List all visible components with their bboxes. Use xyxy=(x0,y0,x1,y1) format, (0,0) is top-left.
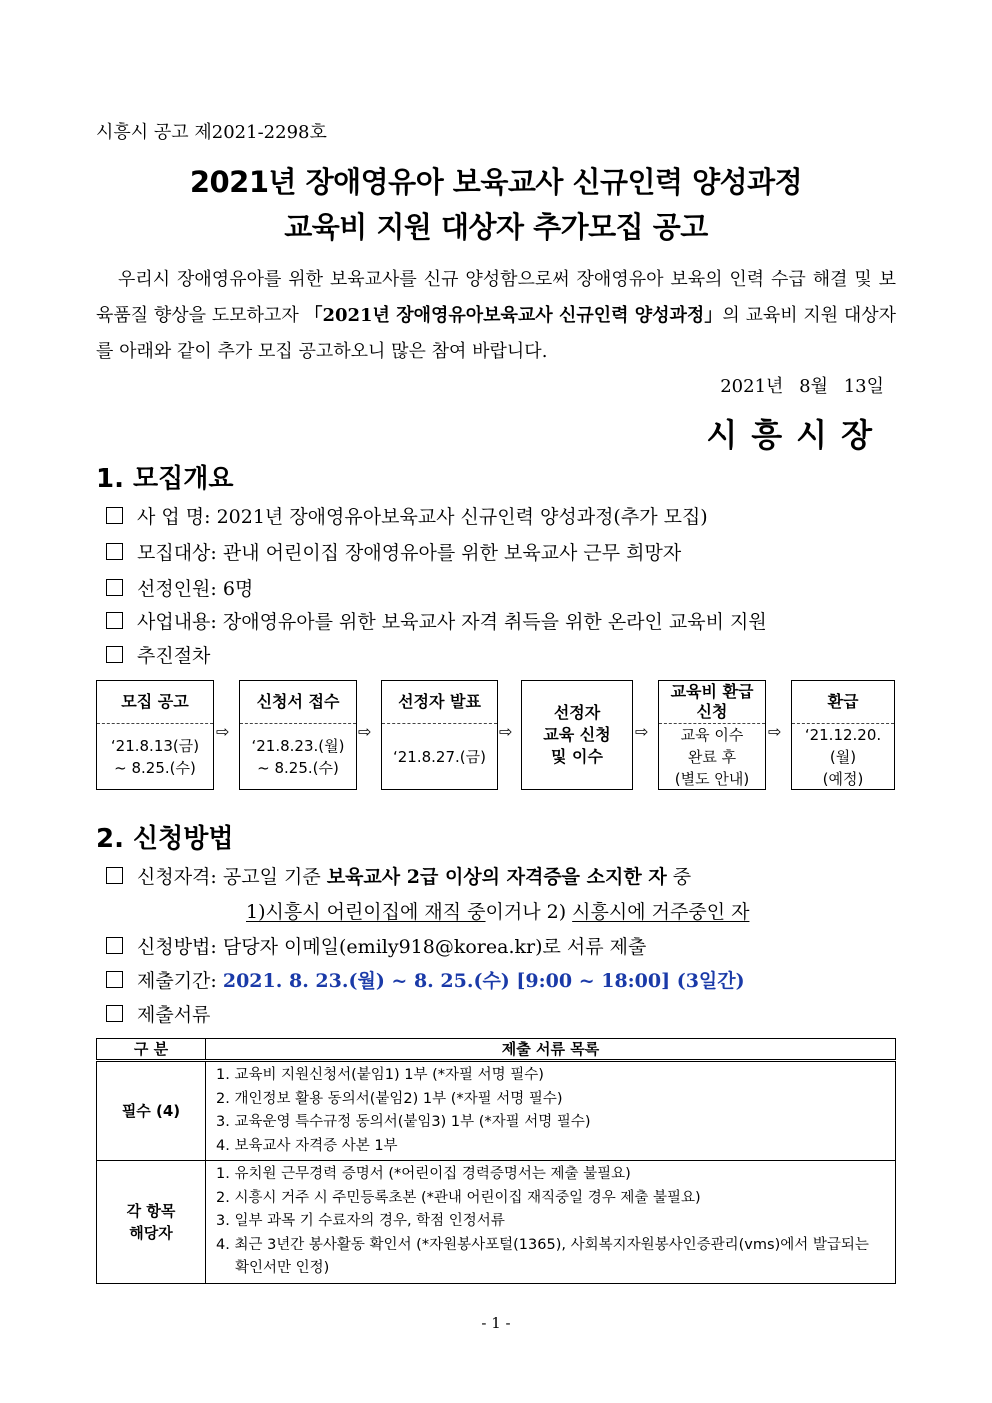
list-item: 3. 교육운영 특수규정 동의서(붙임3) 1부 (*자필 서명 필수) xyxy=(216,1114,591,1130)
notice-date: 2021년 8월 13일 xyxy=(720,376,884,397)
checkbox-icon xyxy=(106,937,123,954)
method-text: 신청방법: 담당자 이메일(emily918@korea.kr)로 서류 제출 xyxy=(137,936,647,958)
list-item: 2. 개인정보 활용 동의서(붙임2) 1부 (*자필 서명 필수) xyxy=(216,1090,563,1107)
overview-item xyxy=(106,502,708,529)
flow-step-detail: 교육 이수 완료 후 (별도 안내) xyxy=(674,726,750,788)
flow-step-title: 선정자 교육 신청 및 이수 xyxy=(543,703,611,766)
list-item: 3. 일부 과목 기 수료자의 경우, 학점 인정서류 xyxy=(216,1213,505,1229)
documents-label: 제출서류 xyxy=(137,1004,211,1026)
overview-item-text: 선정인원: 6명 xyxy=(137,578,254,600)
title-line-2: 교육비 지원 대상자 추가모집 공고 xyxy=(284,210,708,244)
table-row xyxy=(97,1061,896,1161)
overview-item xyxy=(106,641,210,668)
flow-step-announcement xyxy=(96,680,214,790)
qualification-conditions xyxy=(246,897,749,924)
overview-item xyxy=(106,607,767,634)
conditional-docs-list xyxy=(206,1161,896,1284)
flow-step-selection xyxy=(381,680,498,790)
condition-join: 이거나 2) xyxy=(485,901,573,923)
overview-item xyxy=(106,574,253,601)
method-item xyxy=(106,932,646,959)
list-item: 1. 교육비 지원신청서(붙임1) 1부 (*자필 서명 필수) xyxy=(216,1067,544,1083)
flow-step-training xyxy=(521,680,633,790)
category-label-line2: 해당자 xyxy=(129,1223,173,1242)
flow-step-detail: ‘21.8.13(금) ~ 8.25.(수) xyxy=(110,737,200,777)
header-list: 제출 서류 목록 xyxy=(206,1039,896,1061)
arrow-right-icon: ⇨ xyxy=(358,722,372,741)
documents-item xyxy=(106,1000,210,1027)
intro-paragraph xyxy=(96,262,896,370)
qualification-suffix: 중 xyxy=(666,866,692,888)
checkbox-icon xyxy=(106,543,123,560)
checkbox-icon xyxy=(106,579,123,596)
checkbox-icon xyxy=(106,971,123,988)
condition-resident: 시흥시에 거주중인 자 xyxy=(572,901,750,923)
category-label-line1: 각 항목 xyxy=(126,1201,176,1220)
checkbox-icon xyxy=(106,646,123,663)
qualification-item xyxy=(106,862,691,889)
section-2-heading: 2. 신청방법 xyxy=(96,824,234,854)
checkbox-icon xyxy=(106,867,123,884)
list-item: 4. 최근 3년간 봉사활동 확인서 (*자원봉사포털(1365), 사회복지자원봉사인증관리(vms)에서 발급되는 확인서만 인정) xyxy=(216,1236,869,1276)
period-value: 2021. 8. 23.(월) ~ 8. 25.(수) [9:00 ~ 18:00] (3일간) xyxy=(222,970,745,992)
section-1-heading: 1. 모집개요 xyxy=(96,464,234,494)
checkbox-icon xyxy=(106,1005,123,1022)
title-line-1: 2021년 장애영유아 보육교사 신규인력 양성과정 xyxy=(189,165,803,199)
category-required: 필수 (4) xyxy=(97,1061,206,1161)
arrow-right-icon: ⇨ xyxy=(216,722,230,741)
overview-item-text: 추진절차 xyxy=(137,645,211,667)
period-item xyxy=(106,966,745,993)
flow-step-title: 환급 xyxy=(792,681,894,724)
checkbox-icon xyxy=(106,612,123,629)
table-header-row xyxy=(97,1039,896,1061)
condition-employed: 1)시흥시 어린이집에 재직 중 xyxy=(246,901,486,923)
qualification-emphasis: 보육교사 2급 이상의 자격증을 소지한 자 xyxy=(326,866,667,888)
period-label: 제출기간: xyxy=(137,970,223,992)
intro-text-1: 우리시 장애영유아를 위한 보육교사를 신규 양성함으로써 장애영유아 보육의 인력 수급 해결 및 보육품질 향상을 도모하고자 xyxy=(96,269,896,326)
flow-step-detail: ‘21.12.20.(월) (예정) xyxy=(804,726,882,788)
intro-emphasis: 「2021년 장애영유아보육교사 신규인력 양성과정」 xyxy=(304,305,723,326)
issuer-name: 시흥시장 xyxy=(706,416,886,454)
checkbox-icon xyxy=(106,507,123,524)
documents-table xyxy=(96,1038,896,1284)
intro-text-2: 의 교육비 지원 대상자를 아래와 같이 추가 모집 공고하오니 많은 참여 바랍니다. xyxy=(96,305,896,362)
flow-step-title: 신청서 접수 xyxy=(240,681,356,724)
list-item: 1. 유치원 근무경력 증명서 (*어린이집 경력증명서는 제출 불필요) xyxy=(216,1166,631,1182)
flow-step-title: 모집 공고 xyxy=(97,681,213,724)
flow-step-application xyxy=(239,680,357,790)
flow-step-title: 교육비 환급 신청 xyxy=(659,681,765,724)
overview-item-text: 모집대상: 관내 어린이집 장애영유아를 위한 보육교사 근무 희망자 xyxy=(137,542,682,564)
overview-item-text: 사 업 명: 2021년 장애영유아보육교사 신규인력 양성과정(추가 모집) xyxy=(137,506,708,528)
flow-step-refund xyxy=(791,680,895,790)
category-conditional xyxy=(97,1161,206,1284)
notice-number: 시흥시 공고 제2021-2298호 xyxy=(96,122,327,143)
flow-step-refund-request xyxy=(658,680,766,790)
qualification-label: 신청자격: 공고일 기준 xyxy=(137,866,327,888)
arrow-right-icon: ⇨ xyxy=(768,722,782,741)
table-row xyxy=(97,1161,896,1284)
overview-item xyxy=(106,538,681,565)
list-item: 2. 시흥시 거주 시 주민등록초본 (*관내 어린이집 재직중일 경우 제출 불필요) xyxy=(216,1189,701,1206)
flow-step-detail: ‘21.8.23.(월) ~ 8.25.(수) xyxy=(251,737,345,777)
overview-item-text: 사업내용: 장애영유아를 위한 보육교사 자격 취득을 위한 온라인 교육비 지원 xyxy=(137,611,767,633)
flow-step-title: 선정자 발표 xyxy=(382,681,497,724)
page-number: - 1 - xyxy=(481,1314,511,1332)
flow-step-detail: ‘21.8.27.(금) xyxy=(393,748,486,766)
arrow-right-icon: ⇨ xyxy=(635,722,649,741)
list-item: 4. 보육교사 자격증 사본 1부 xyxy=(216,1137,398,1154)
header-category: 구 분 xyxy=(97,1039,206,1061)
required-docs-list xyxy=(206,1061,896,1161)
arrow-right-icon: ⇨ xyxy=(499,722,513,741)
